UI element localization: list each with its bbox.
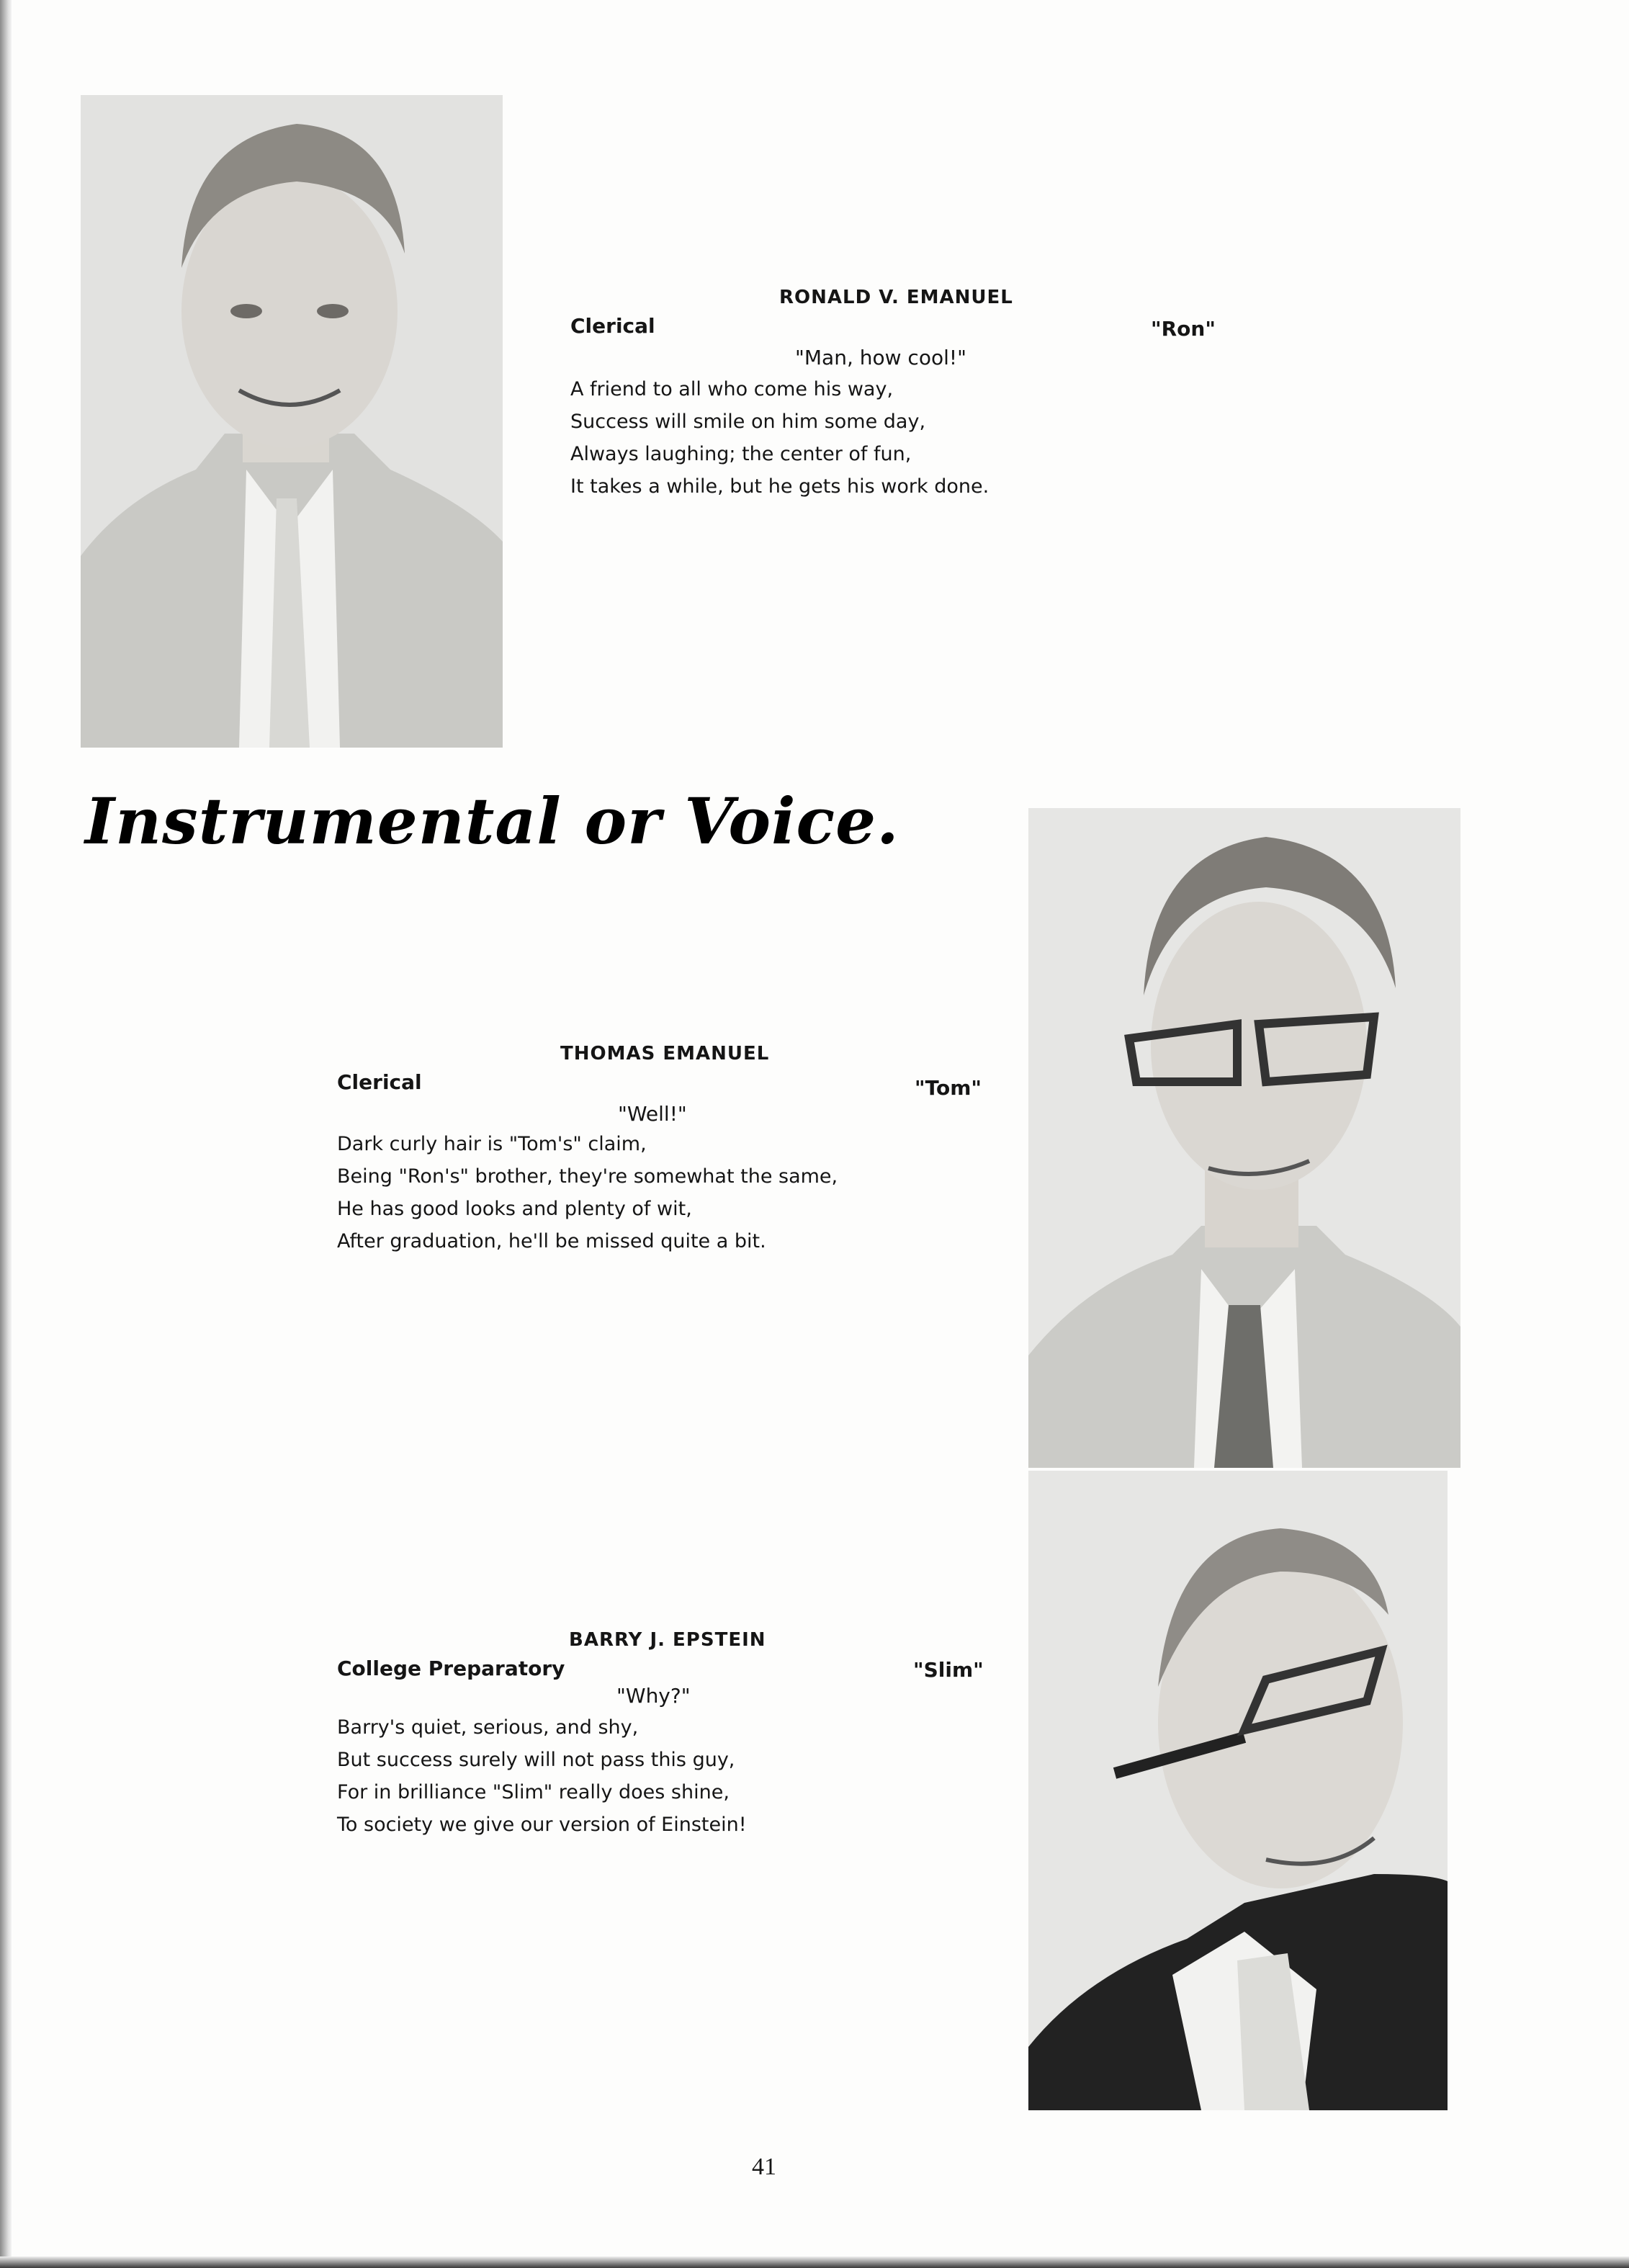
verse-line: It takes a while, but he gets his work done. [570, 475, 989, 498]
portrait-ronald-emanuel [81, 95, 503, 748]
student-verse [337, 1128, 838, 1258]
verse-line: He has good looks and plenty of wit, [337, 1198, 692, 1220]
verse-line: To society we give our version of Einstein! [337, 1814, 747, 1836]
portrait-thomas-emanuel [1028, 808, 1460, 1468]
student-nickname: "Slim" [913, 1658, 984, 1682]
verse-line: Being "Ron's" brother, they're somewhat the same, [337, 1165, 838, 1188]
student-name: RONALD V. EMANUEL [779, 287, 1013, 308]
page-bottom-edge [0, 2256, 1629, 2268]
page-binding-shadow [0, 0, 12, 2268]
student-motto: "Well!" [618, 1102, 687, 1126]
student-name: BARRY J. EPSTEIN [569, 1629, 766, 1651]
student-verse [570, 373, 989, 503]
verse-line: A friend to all who come his way, [570, 378, 894, 400]
verse-line: After graduation, he'll be missed quite a bit. [337, 1230, 766, 1252]
portrait-barry-epstein [1028, 1471, 1448, 2110]
page-number: 41 [752, 2153, 776, 2180]
student-course: Clerical [337, 1070, 422, 1094]
verse-line: Always laughing; the center of fun, [570, 443, 912, 465]
student-course: College Preparatory [337, 1657, 565, 1680]
student-nickname: "Tom" [915, 1076, 982, 1100]
student-name: THOMAS EMANUEL [560, 1043, 770, 1064]
student-motto: "Man, how cool!" [795, 346, 966, 369]
student-motto: "Why?" [616, 1684, 691, 1708]
student-nickname: "Ron" [1151, 317, 1216, 341]
verse-line: Success will smile on him some day, [570, 411, 926, 433]
verse-line: But success surely will not pass this guy, [337, 1749, 735, 1771]
student-course: Clerical [570, 314, 655, 338]
verse-line: Barry's quiet, serious, and shy, [337, 1716, 639, 1739]
section-heading: Instrumental or Voice. [85, 784, 899, 859]
student-verse [337, 1711, 747, 1841]
verse-line: For in brilliance "Slim" really does shine, [337, 1781, 730, 1803]
verse-line: Dark curly hair is "Tom's" claim, [337, 1133, 647, 1155]
